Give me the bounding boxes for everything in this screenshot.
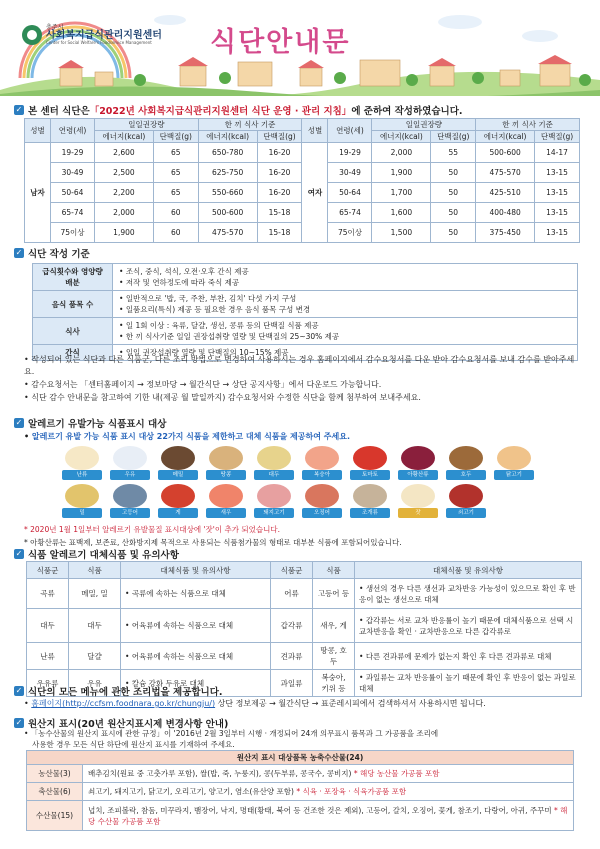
col-substitute: 대체식품 및 유의사항 — [355, 562, 582, 579]
cell: 난류 — [27, 643, 69, 670]
origin-table-title: 원산지 표시 대상품목 농축수산물(24) — [27, 751, 574, 765]
cell: 1,600 — [372, 203, 431, 223]
food-shellfish: 조개류 — [348, 484, 392, 520]
cell: 65-74 — [328, 203, 372, 223]
cell: 500-600 — [198, 203, 257, 223]
cell: 2,500 — [95, 163, 154, 183]
table-row — [25, 143, 580, 163]
desc: 「농수산물의 원산지 표시에 관한 규정」이 '2016년 2월 3일부터 시행 · 개정되어 24개 의무표시 품목과 그 가공품을 조리에 — [30, 729, 439, 738]
checkbox-icon: ✓ — [15, 248, 23, 257]
food-milk: 우유 — [108, 446, 152, 482]
food-sulfite: 아황산류 — [396, 446, 440, 482]
cell: 50 — [431, 163, 476, 183]
food-walnut: 호두 — [444, 446, 488, 482]
org-city: 충주시 — [46, 24, 64, 31]
table-row — [27, 609, 582, 643]
org-english-name: Center for Social Welfare's Foodservice Management — [46, 40, 152, 45]
criteria-items: • 일반적으로 '밥, 국, 주찬, 부찬, 김치' 다섯 가지 구성 • 일품요리(특식) 제공 등 필요한 경우 음식 품목 구성 변경 — [113, 291, 578, 318]
col-energy: 에너지(kcal) — [476, 131, 535, 143]
food-pine-nut: 잣 — [396, 484, 440, 520]
table-row — [27, 643, 582, 670]
cell: 50-64 — [51, 183, 95, 203]
cell: 65 — [153, 183, 198, 203]
col-food: 식품 — [69, 562, 121, 579]
col-group: 식품군 — [27, 562, 69, 579]
col-age: 연령(세) — [328, 119, 372, 143]
cell: 1,900 — [372, 163, 431, 183]
table-row — [27, 765, 574, 783]
section3-subtitle: • 알레르기 유발 가능 식품 표시 대상 22가지 식품을 제한하고 대체 식품을 제공하여 주세요. — [24, 432, 350, 441]
origin-label: 수산물(15) — [27, 801, 83, 831]
cell: • 다른 견과류에 문제가 없는지 확인 후 다른 견과류로 대체 — [355, 643, 582, 670]
section2-title — [14, 246, 90, 260]
col-recommended: 일일권장량 — [372, 119, 476, 131]
cell: 75이상 — [51, 223, 95, 243]
cell: • 과일류는 교차 반응률이 높기 때문에 확인 후 반응이 없는 과일로 대체 — [355, 670, 582, 697]
food-beef: 쇠고기 — [444, 484, 488, 520]
section6-desc: • 「농수산물의 원산지 표시에 관한 규정」이 '2016년 2월 3일부터 시행 · 개정되어 24개 의무표시 품목과 그 가공품을 조리에 사용한 경우 모든 식단 하단에 원산지 표시를 기재하여 주세요. — [24, 729, 439, 749]
cell: 500-600 — [476, 143, 535, 163]
female-label: 여자 — [302, 143, 328, 243]
org-name: 사회복지급식관리지원센터 — [46, 30, 162, 41]
cell: 400-480 — [476, 203, 535, 223]
food-buckwheat: 메밀 — [156, 446, 200, 482]
col-group: 식품군 — [271, 562, 313, 579]
col-protein: 단백질(g) — [535, 131, 580, 143]
table-row — [27, 783, 574, 801]
allergy-substitute-table — [26, 561, 582, 697]
note: * 아황산류는 표백제, 보존료, 산화방지제 목적으로 사용되는 식품첨가물의 형태로 대부분 식품에 포함되어있습니다. — [24, 538, 402, 547]
homepage-link[interactable]: 홈페이지(http://ccfsm.foodnara.go.kr/chungju/) — [31, 699, 216, 708]
table-row — [33, 264, 578, 291]
col-protein: 단백질(g) — [431, 131, 476, 143]
section5-title — [14, 684, 223, 698]
food-squid: 오징어 — [300, 484, 344, 520]
col-energy: 에너지(kcal) — [372, 131, 431, 143]
section2-notes: • 작성되어 있는 식단과 다른 식품군, 다른 조리 방법으로 변경하여 사용하시는 경우 홈페이지에서 감수요청서를 다운 받아 감수요청서를 보내 감수를 받아주세요. • 감수요청서는 「센터홈페이지 → 정보마당 → 월간식단 → 상단 공지사항」에서 다운로드 가능합니다. • 식단 감수 안내문을 참고하여 기한 내(제공 월 말일까지) 감수요청서와 수정한 식단을 함께 첨부하여 보내주세요. — [24, 355, 575, 402]
cell: 새우, 게 — [313, 609, 355, 643]
criteria-label: 음식 품목 수 — [33, 291, 113, 318]
food-egg: 난류 — [60, 446, 104, 482]
section4-title-text: 식품 알레르기 대체식품 및 유의사항 — [28, 550, 179, 561]
cell: 15-18 — [257, 223, 302, 243]
col-energy: 에너지(kcal) — [95, 131, 154, 143]
menu-criteria-table — [32, 263, 578, 361]
section1-title — [14, 103, 462, 117]
section3-title — [14, 416, 166, 430]
cell: 과일류 — [271, 670, 313, 697]
origin-table — [26, 750, 574, 831]
col-recommended: 일일권장량 — [95, 119, 199, 131]
cell: 375-450 — [476, 223, 535, 243]
cell: 50 — [431, 223, 476, 243]
col-gender: 성별 — [302, 119, 328, 143]
cell: • 어육류에 속하는 식품으로 대체 — [121, 609, 271, 643]
note: * 2020년 1월 1일부터 알레르기 유발물질 표시대상에 '잣'이 추가 되었습니다. — [24, 525, 280, 534]
food-chicken: 닭고기 — [492, 446, 536, 482]
cell: 65 — [153, 163, 198, 183]
cell: 650-780 — [198, 143, 257, 163]
food-soybean: 대두 — [252, 446, 296, 482]
section3-subtitle-text: 알레르기 유발 가능 식품 표시 대상 22가지 식품을 제한하고 대체 식품을 제공하여 주세요. — [31, 432, 350, 441]
cell: • 곡류에 속하는 식품으로 대체 — [121, 579, 271, 609]
section6-title — [14, 716, 228, 730]
criteria-item: 저작 및 연하정도에 따라 죽식 제공 — [125, 278, 240, 287]
checkbox-icon: ✓ — [15, 549, 23, 558]
cell: 475-570 — [476, 163, 535, 183]
cell: 50 — [431, 203, 476, 223]
origin-text: 쇠고기, 돼지고기, 닭고기, 오리고기, 양고기, 염소(유산양 포함) * 식육 · 포장육 · 식육가공품 포함 — [83, 783, 574, 801]
origin-label: 축산물(6) — [27, 783, 83, 801]
cell: 견과류 — [271, 643, 313, 670]
cell: 16-20 — [257, 183, 302, 203]
criteria-label: 급식횟수와 영양량 배분 — [33, 264, 113, 291]
cell: • 어육류에 속하는 식품으로 대체 — [121, 643, 271, 670]
male-label: 남자 — [25, 143, 51, 243]
col-per-meal: 한 끼 식사 기준 — [198, 119, 302, 131]
cell: 475-570 — [198, 223, 257, 243]
food-mackerel: 고등어 — [108, 484, 152, 520]
col-substitute: 대체식품 및 유의사항 — [121, 562, 271, 579]
criteria-label: 간식 — [33, 345, 113, 361]
cell: 15-18 — [257, 203, 302, 223]
cell: 16-20 — [257, 163, 302, 183]
section5-text: 상단 정보제공 → 월간식단 → 표준레시피에서 검색하셔서 사용하시면 됩니다. — [215, 699, 486, 708]
col-protein: 단백질(g) — [257, 131, 302, 143]
cell: • 칼슘 강화 두유로 대체 — [121, 670, 271, 697]
cell: 425-510 — [476, 183, 535, 203]
criteria-item: 일반적으로 '밥, 국, 주찬, 부찬, 김치' 다섯 가지 구성 — [125, 294, 297, 303]
cell: 갑각류 — [271, 609, 313, 643]
origin-text: 넙치, 조피볼락, 참돔, 미꾸라지, 뱀장어, 낙지, 명태(황태, 북어 등 건조한 것은 제외), 고등어, 갈치, 오징어, 꽃게, 참조기, 다랑어, 아귀, 주꾸미 * 해당 수산물 가공품 포함 — [83, 801, 574, 831]
cell: 30-49 — [328, 163, 372, 183]
food-tomato: 토마토 — [348, 446, 392, 482]
col-protein: 단백질(g) — [153, 131, 198, 143]
food-wheat: 밀 — [60, 484, 104, 520]
cell: 50-64 — [328, 183, 372, 203]
criteria-item: 한 끼 식사기준 일일 권장섭취량 열량 및 단백질의 25~30% 제공 — [125, 332, 340, 341]
criteria-items: • 일일 권장섭취량 열량 및 단백질의 10~15% 제공 — [113, 345, 578, 361]
note: 감수요청서는 「센터홈페이지 → 정보마당 → 월간식단 → 상단 공지사항」에서 다운로드 가능합니다. — [31, 380, 382, 389]
cell: 55 — [431, 143, 476, 163]
org-logo-mark — [22, 25, 42, 45]
section6-title-text: 원산지 표시(20년 원산지표시제 변경사항 안내) — [28, 719, 229, 730]
desc: 사용한 경우 모든 식단 하단에 원산지 표시를 기재하여 주세요. — [32, 740, 235, 749]
cell: 14-17 — [535, 143, 580, 163]
cell: 어류 — [271, 579, 313, 609]
section5-body: • 홈페이지(http://ccfsm.foodnara.go.kr/chungju/) 상단 정보제공 → 월간식단 → 표준레시피에서 검색하셔서 사용하시면 됩니다. — [24, 699, 486, 708]
col-per-meal: 한 끼 식사 기준 — [476, 119, 580, 131]
cell: 60 — [153, 223, 198, 243]
cell: 우유류 — [27, 670, 69, 697]
table-row — [27, 801, 574, 831]
cell: 메밀, 밀 — [69, 579, 121, 609]
note: 작성되어 있는 식단과 다른 식품군, 다른 조리 방법으로 변경하여 사용하시는 경우 홈페이지에서 감수요청서를 다운 받아 감수요청서를 보내 감수를 받아주세요. — [24, 355, 575, 376]
criteria-item: 일품요리(특식) 제공 등 필요한 경우 음식 품목 구성 변경 — [125, 305, 311, 314]
cell: 65 — [153, 143, 198, 163]
cell: 복숭아, 키위 등 — [313, 670, 355, 697]
criteria-label: 식사 — [33, 318, 113, 345]
section1-title-highlight: 「2022년 사회복지급식관리지원센터 식단 운영 · 관리 지침」 — [89, 106, 352, 117]
cell: 550-660 — [198, 183, 257, 203]
col-energy: 에너지(kcal) — [198, 131, 257, 143]
nutrition-table — [24, 118, 580, 243]
cell: 19-29 — [328, 143, 372, 163]
cell: • 갑각류는 서로 교차 반응률이 높기 때문에 대체식품으로 선택 시 교차반응을 확인 · 교차반응으로 다른 갑각류로 — [355, 609, 582, 643]
section4-title — [14, 547, 179, 561]
cell: 13-15 — [535, 163, 580, 183]
col-food: 식품 — [313, 562, 355, 579]
food-peanut: 땅콩 — [204, 446, 248, 482]
food-peach: 복숭아 — [300, 446, 344, 482]
criteria-items: • 일 1회 이상 : 육류, 달걀, 생선, 콩류 등의 단백질 식품 제공 • 한 끼 식사기준 일일 권장섭취량 열량 및 단백질의 25~30% 제공 — [113, 318, 578, 345]
cell: 고등어 등 — [313, 579, 355, 609]
cell: 13-15 — [535, 183, 580, 203]
origin-label: 농산물(3) — [27, 765, 83, 783]
cell: 우유 — [69, 670, 121, 697]
cell: 1,700 — [372, 183, 431, 203]
table-row — [27, 579, 582, 609]
cell: • 생선의 경우 다른 생선과 교차반응 가능성이 있으므로 확인 후 반응이 없는 생선으로 대체 — [355, 579, 582, 609]
cell: 625-750 — [198, 163, 257, 183]
cell: 19-29 — [51, 143, 95, 163]
section3-title-text: 알레르기 유발가능 식품표시 대상 — [28, 419, 167, 430]
cell: 곡류 — [27, 579, 69, 609]
col-age: 연령(세) — [51, 119, 95, 143]
section2-title-text: 식단 작성 기준 — [28, 249, 90, 260]
checkbox-icon: ✓ — [15, 418, 23, 427]
cell: 50 — [431, 183, 476, 203]
header-banner — [0, 0, 600, 96]
cell: 60 — [153, 203, 198, 223]
criteria-item: 일 1회 이상 : 육류, 달걀, 생선, 콩류 등의 단백질 식품 제공 — [125, 321, 319, 330]
criteria-item: 조식, 중식, 석식, 오전·오후 간식 제공 — [125, 267, 249, 276]
origin-text: 배추김치(원료 중 고춧가루 포함), 쌀(밥, 죽, 누룽지), 콩(두부류, 콩국수, 콩비지) * 해당 농산물 가공품 포함 — [83, 765, 574, 783]
page-title: 식단안내문 — [210, 27, 351, 58]
cell: 달걀 — [69, 643, 121, 670]
section5-title-text: 식단의 모든 메뉴에 관한 조리법을 제공합니다. — [28, 687, 223, 698]
cell: 2,600 — [95, 143, 154, 163]
cell: 16-20 — [257, 143, 302, 163]
criteria-items: • 조식, 중식, 석식, 오전·오후 간식 제공 • 저작 및 연하정도에 따라 죽식 제공 — [113, 264, 578, 291]
col-gender: 성별 — [25, 119, 51, 143]
cell: 대두 — [27, 609, 69, 643]
cell: 75이상 — [328, 223, 372, 243]
food-pork: 돼지고기 — [252, 484, 296, 520]
cell: 2,000 — [372, 143, 431, 163]
cell: 30-49 — [51, 163, 95, 183]
note: 식단 감수 안내문을 참고하여 기한 내(제공 월 말일까지) 감수요청서와 수정한 식단을 함께 첨부하여 보내주세요. — [31, 393, 421, 402]
section1-title-prefix: 본 센터 식단은 — [28, 106, 90, 117]
checkbox-icon: ✓ — [15, 686, 23, 695]
table-row — [33, 318, 578, 345]
cell: 1,500 — [372, 223, 431, 243]
cell: 대두 — [69, 609, 121, 643]
cell: 13-15 — [535, 223, 580, 243]
cell: 13-15 — [535, 203, 580, 223]
cell: 2,000 — [95, 203, 154, 223]
food-crab: 게 — [156, 484, 200, 520]
criteria-item: 일일 권장섭취량 열량 및 단백질의 10~15% 제공 — [125, 348, 289, 357]
cell: 땅콩, 호두 — [313, 643, 355, 670]
cell: 2,200 — [95, 183, 154, 203]
cell: 65-74 — [51, 203, 95, 223]
food-shrimp: 새우 — [204, 484, 248, 520]
checkbox-icon: ✓ — [15, 718, 23, 727]
section1-title-suffix: 에 준하여 작성하였습니다. — [351, 106, 463, 117]
org-logo — [22, 25, 162, 45]
cell: 1,900 — [95, 223, 154, 243]
table-row — [33, 291, 578, 318]
checkbox-icon: ✓ — [15, 105, 23, 114]
